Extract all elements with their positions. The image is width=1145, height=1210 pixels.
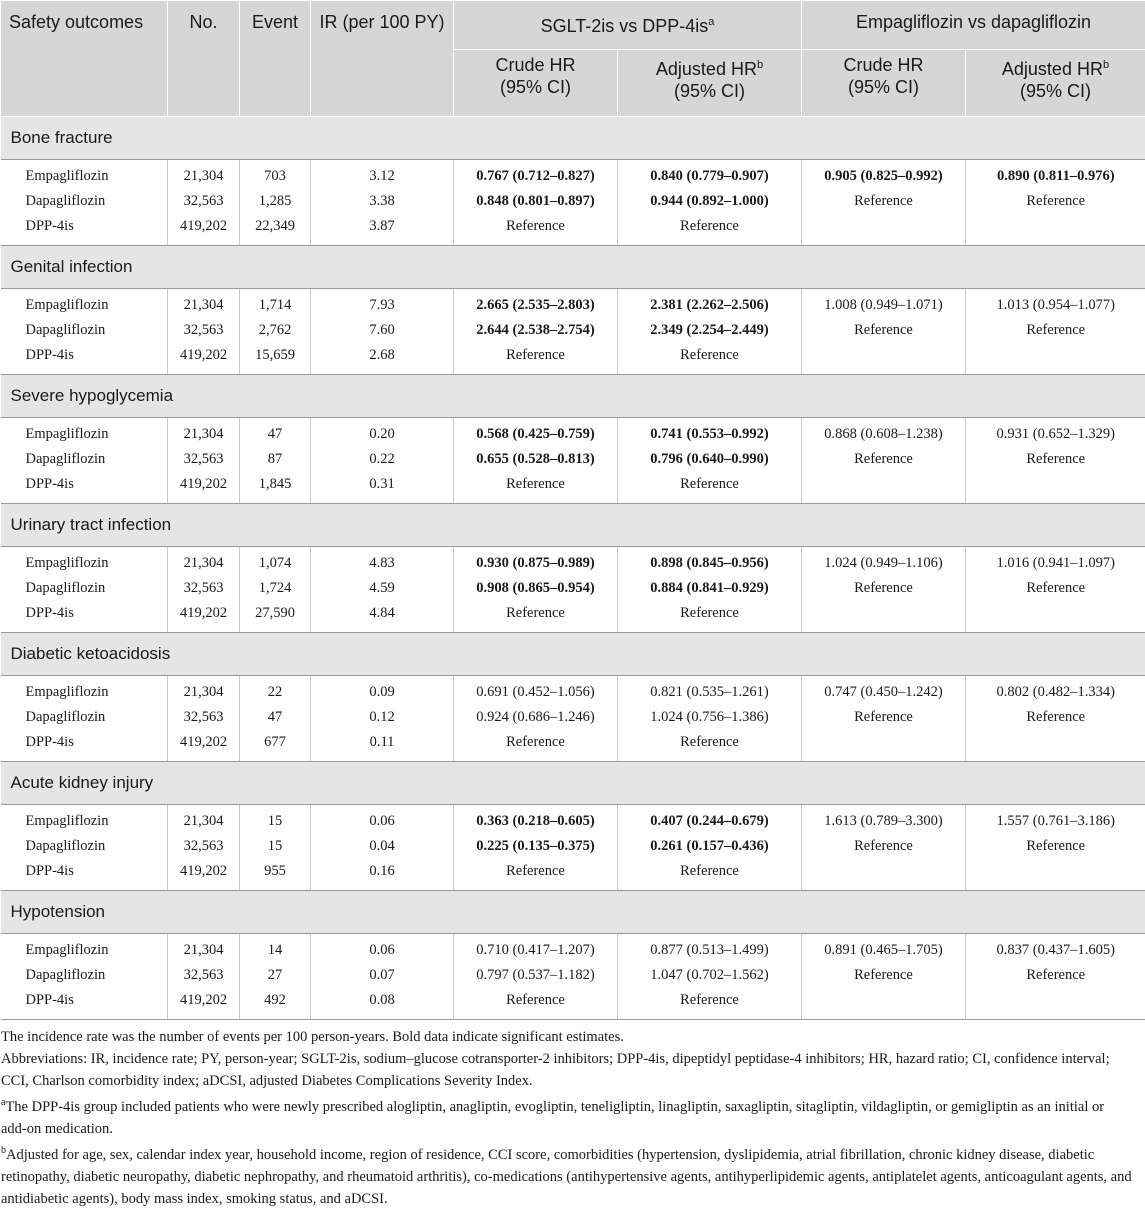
incidence-rate-cell: 0.04 xyxy=(315,834,449,859)
sglt2-crude-hr-column xyxy=(454,418,618,504)
section-header-row xyxy=(1,117,1145,160)
incidence-rate-column xyxy=(311,934,454,1020)
patient-count-column xyxy=(168,289,240,375)
drug-name-cell: Dapagliflozin xyxy=(26,318,164,343)
event-count-column xyxy=(240,547,311,633)
empa-dapa-crude-hr-cell: 0.868 (0.608–1.238) xyxy=(806,422,961,447)
sglt2-adjusted-hr-column xyxy=(618,805,802,891)
empa-dapa-adjusted-hr-cell: Reference xyxy=(970,189,1142,214)
drug-name-column xyxy=(1,160,168,246)
empa-dapa-adjusted-hr-cell xyxy=(970,343,1142,368)
sglt2-adjusted-hr-cell: 2.381 (2.262–2.506) xyxy=(622,293,797,318)
empa-dapa-crude-hr-column xyxy=(802,676,966,762)
event-count-column xyxy=(240,289,311,375)
drug-name-cell: Dapagliflozin xyxy=(26,834,164,859)
incidence-rate-column xyxy=(311,418,454,504)
drug-name-cell: DPP-4is xyxy=(26,601,164,626)
empa-dapa-crude-hr-cell xyxy=(806,343,961,368)
patient-count-cell: 21,304 xyxy=(172,422,235,447)
drug-name-cell: DPP-4is xyxy=(26,472,164,497)
drug-name-cell: DPP-4is xyxy=(26,988,164,1013)
incidence-rate-cell: 7.93 xyxy=(315,293,449,318)
empa-dapa-adjusted-hr-column xyxy=(966,418,1145,504)
event-count-cell: 2,762 xyxy=(244,318,306,343)
section-data-block xyxy=(1,805,1145,891)
empa-dapa-crude-hr-cell xyxy=(806,730,961,755)
section-header-row xyxy=(1,375,1145,418)
drug-name-cell: DPP-4is xyxy=(26,214,164,239)
incidence-rate-cell: 2.68 xyxy=(315,343,449,368)
patient-count-cell: 419,202 xyxy=(172,859,235,884)
drug-name-cell: Dapagliflozin xyxy=(26,705,164,730)
sglt2-crude-hr-cell: 0.225 (0.135–0.375) xyxy=(458,834,613,859)
header-sg-crude-hr xyxy=(454,50,618,117)
incidence-rate-cell: 0.31 xyxy=(315,472,449,497)
empa-dapa-adjusted-hr-cell: 1.016 (0.941–1.097) xyxy=(970,551,1142,576)
sglt2-adjusted-hr-cell: 0.877 (0.513–1.499) xyxy=(622,938,797,963)
drug-name-column xyxy=(1,289,168,375)
header-group1-label: SGLT-2is vs DPP-4is xyxy=(541,16,709,36)
empa-dapa-adjusted-hr-cell: 0.931 (0.652–1.329) xyxy=(970,422,1142,447)
event-count-cell: 1,845 xyxy=(244,472,306,497)
sglt2-crude-hr-cell: Reference xyxy=(458,343,613,368)
sglt2-crude-hr-cell: Reference xyxy=(458,988,613,1013)
drug-name-cell: Dapagliflozin xyxy=(26,963,164,988)
section-title: Hypotension xyxy=(1,891,1145,934)
header-ir: IR (per 100 PY) xyxy=(311,1,454,117)
patient-count-cell: 32,563 xyxy=(172,963,235,988)
empa-dapa-crude-hr-cell xyxy=(806,601,961,626)
empa-dapa-adjusted-hr-cell: Reference xyxy=(970,447,1142,472)
sglt2-adjusted-hr-column xyxy=(618,160,802,246)
drug-name-column xyxy=(1,934,168,1020)
empa-dapa-adjusted-hr-cell xyxy=(970,214,1142,239)
empa-dapa-crude-hr-cell xyxy=(806,988,961,1013)
incidence-rate-cell: 7.60 xyxy=(315,318,449,343)
empa-dapa-adjusted-hr-cell: Reference xyxy=(970,705,1142,730)
event-count-cell: 22,349 xyxy=(244,214,306,239)
footnote-abbreviations: Abbreviations: IR, incidence rate; PY, person-year; SGLT-2is, sodium–glucose cotransporter-2 inhibitors; DPP-4is, dipeptidyl peptidase-4 inhibitors; HR, hazard ratio; CI, confidence interval; CCI, Charlson comorbidity index; aDCSI, adjusted Diabetes Complications Severity Index. xyxy=(1,1048,1133,1092)
sglt2-adjusted-hr-column xyxy=(618,418,802,504)
sglt2-adjusted-hr-cell: Reference xyxy=(622,214,797,239)
drug-name-column xyxy=(1,547,168,633)
event-count-cell: 1,285 xyxy=(244,189,306,214)
empa-dapa-crude-hr-cell: 0.747 (0.450–1.242) xyxy=(806,680,961,705)
drug-name-cell: DPP-4is xyxy=(26,343,164,368)
event-count-cell: 14 xyxy=(244,938,306,963)
sglt2-adjusted-hr-cell: 0.944 (0.892–1.000) xyxy=(622,189,797,214)
sglt2-adjusted-hr-cell: 2.349 (2.254–2.449) xyxy=(622,318,797,343)
incidence-rate-cell: 0.22 xyxy=(315,447,449,472)
sglt2-adjusted-hr-cell: 0.407 (0.244–0.679) xyxy=(622,809,797,834)
incidence-rate-cell: 0.11 xyxy=(315,730,449,755)
empa-dapa-crude-hr-cell: 0.905 (0.825–0.992) xyxy=(806,164,961,189)
header-ed-crude-hr xyxy=(802,50,966,117)
event-count-cell: 677 xyxy=(244,730,306,755)
drug-name-cell: Empagliflozin xyxy=(26,551,164,576)
sglt2-crude-hr-cell: 0.930 (0.875–0.989) xyxy=(458,551,613,576)
sglt2-crude-hr-column xyxy=(454,547,618,633)
section-data-block xyxy=(1,547,1145,633)
empa-dapa-adjusted-hr-column xyxy=(966,934,1145,1020)
patient-count-cell: 32,563 xyxy=(172,705,235,730)
incidence-rate-cell: 3.12 xyxy=(315,164,449,189)
sglt2-crude-hr-cell: 0.568 (0.425–0.759) xyxy=(458,422,613,447)
header-event: Event xyxy=(240,1,311,117)
event-count-cell: 47 xyxy=(244,422,306,447)
incidence-rate-cell: 3.38 xyxy=(315,189,449,214)
sglt2-crude-hr-cell: 0.363 (0.218–0.605) xyxy=(458,809,613,834)
section-title: Urinary tract infection xyxy=(1,504,1145,547)
sglt2-crude-hr-cell: 0.924 (0.686–1.246) xyxy=(458,705,613,730)
footnote-b xyxy=(1,1140,1133,1210)
empa-dapa-adjusted-hr-column xyxy=(966,805,1145,891)
sglt2-crude-hr-cell: Reference xyxy=(458,214,613,239)
empa-dapa-crude-hr-cell: 1.024 (0.949–1.106) xyxy=(806,551,961,576)
sglt2-crude-hr-cell: Reference xyxy=(458,730,613,755)
incidence-rate-cell: 0.07 xyxy=(315,963,449,988)
incidence-rate-column xyxy=(311,289,454,375)
sglt2-adjusted-hr-column xyxy=(618,547,802,633)
patient-count-cell: 21,304 xyxy=(172,551,235,576)
footnote-a-marker: a xyxy=(708,16,714,28)
footnote-b-mark: b xyxy=(1,1145,6,1156)
patient-count-cell: 21,304 xyxy=(172,938,235,963)
sglt2-adjusted-hr-column xyxy=(618,934,802,1020)
ci-label: (95% CI) xyxy=(500,77,571,97)
section-data-block xyxy=(1,418,1145,504)
empa-dapa-adjusted-hr-cell: 1.557 (0.761–3.186) xyxy=(970,809,1142,834)
drug-name-cell: Empagliflozin xyxy=(26,809,164,834)
empa-dapa-adjusted-hr-cell xyxy=(970,601,1142,626)
empa-dapa-crude-hr-column xyxy=(802,547,966,633)
section-data-block xyxy=(1,289,1145,375)
drug-name-cell: Empagliflozin xyxy=(26,422,164,447)
drug-name-column xyxy=(1,418,168,504)
drug-name-cell: DPP-4is xyxy=(26,730,164,755)
patient-count-cell: 419,202 xyxy=(172,730,235,755)
sglt2-crude-hr-cell: 0.848 (0.801–0.897) xyxy=(458,189,613,214)
drug-name-column xyxy=(1,805,168,891)
section-data-block xyxy=(1,160,1145,246)
sglt2-adjusted-hr-cell: Reference xyxy=(622,343,797,368)
section-header-row xyxy=(1,891,1145,934)
sglt2-crude-hr-cell: 2.665 (2.535–2.803) xyxy=(458,293,613,318)
patient-count-cell: 21,304 xyxy=(172,680,235,705)
event-count-cell: 27 xyxy=(244,963,306,988)
event-count-column xyxy=(240,934,311,1020)
drug-name-cell: DPP-4is xyxy=(26,859,164,884)
header-safety-outcomes: Safety outcomes xyxy=(1,1,168,117)
sglt2-adjusted-hr-cell: 0.821 (0.535–1.261) xyxy=(622,680,797,705)
empa-dapa-crude-hr-cell: 1.008 (0.949–1.071) xyxy=(806,293,961,318)
drug-name-cell: Dapagliflozin xyxy=(26,189,164,214)
adjusted-hr-label: Adjusted HR xyxy=(656,59,757,79)
sglt2-adjusted-hr-cell: 0.261 (0.157–0.436) xyxy=(622,834,797,859)
incidence-rate-column xyxy=(311,676,454,762)
sglt2-crude-hr-cell: 0.797 (0.537–1.182) xyxy=(458,963,613,988)
drug-name-column xyxy=(1,676,168,762)
sglt2-crude-hr-cell: 0.710 (0.417–1.207) xyxy=(458,938,613,963)
event-count-column xyxy=(240,160,311,246)
empa-dapa-adjusted-hr-column xyxy=(966,676,1145,762)
patient-count-cell: 21,304 xyxy=(172,809,235,834)
patient-count-cell: 32,563 xyxy=(172,189,235,214)
event-count-cell: 1,714 xyxy=(244,293,306,318)
event-count-cell: 15,659 xyxy=(244,343,306,368)
table-body xyxy=(1,117,1145,1020)
event-count-cell: 15 xyxy=(244,834,306,859)
ci-label: (95% CI) xyxy=(674,81,745,101)
sglt2-adjusted-hr-cell: 0.796 (0.640–0.990) xyxy=(622,447,797,472)
empa-dapa-crude-hr-column xyxy=(802,289,966,375)
event-count-cell: 1,074 xyxy=(244,551,306,576)
section-header-row xyxy=(1,633,1145,676)
ci-label: (95% CI) xyxy=(848,77,919,97)
patient-count-column xyxy=(168,160,240,246)
event-count-cell: 15 xyxy=(244,809,306,834)
empa-dapa-adjusted-hr-cell: Reference xyxy=(970,834,1142,859)
sglt2-crude-hr-cell: 2.644 (2.538–2.754) xyxy=(458,318,613,343)
crude-hr-label: Crude HR xyxy=(495,55,575,75)
section-title: Acute kidney injury xyxy=(1,762,1145,805)
incidence-rate-cell: 4.84 xyxy=(315,601,449,626)
empa-dapa-crude-hr-cell xyxy=(806,472,961,497)
event-count-cell: 703 xyxy=(244,164,306,189)
event-count-column xyxy=(240,418,311,504)
patient-count-cell: 32,563 xyxy=(172,576,235,601)
patient-count-column xyxy=(168,547,240,633)
header-group-empa-vs-dapa: Empagliflozin vs dapagliflozin xyxy=(802,1,1145,50)
crude-hr-label: Crude HR xyxy=(843,55,923,75)
header-sg-adjusted-hr xyxy=(618,50,802,117)
empa-dapa-crude-hr-cell: Reference xyxy=(806,576,961,601)
event-count-column xyxy=(240,676,311,762)
empa-dapa-adjusted-hr-cell xyxy=(970,859,1142,884)
drug-name-cell: Empagliflozin xyxy=(26,293,164,318)
footnote-a-text: The DPP-4is group included patients who were newly prescribed alogliptin, anagliptin, evogliptin, teneligliptin, linagliptin, saxagliptin, sitagliptin, vildagliptin, or gemigliptin as an initial or add-on medication. xyxy=(1,1099,1104,1137)
header-ed-adjusted-hr xyxy=(966,50,1145,117)
empa-dapa-crude-hr-column xyxy=(802,805,966,891)
empa-dapa-crude-hr-cell: Reference xyxy=(806,834,961,859)
section-data-block xyxy=(1,676,1145,762)
drug-name-cell: Dapagliflozin xyxy=(26,447,164,472)
sglt2-adjusted-hr-cell: 0.840 (0.779–0.907) xyxy=(622,164,797,189)
sglt2-crude-hr-cell: Reference xyxy=(458,859,613,884)
drug-name-cell: Empagliflozin xyxy=(26,938,164,963)
patient-count-cell: 21,304 xyxy=(172,164,235,189)
incidence-rate-column xyxy=(311,160,454,246)
patient-count-cell: 32,563 xyxy=(172,318,235,343)
patient-count-cell: 419,202 xyxy=(172,214,235,239)
patient-count-cell: 419,202 xyxy=(172,472,235,497)
adjusted-hr-label: Adjusted HR xyxy=(1002,59,1103,79)
ci-label: (95% CI) xyxy=(1020,81,1091,101)
patient-count-cell: 419,202 xyxy=(172,988,235,1013)
empa-dapa-adjusted-hr-cell: 0.890 (0.811–0.976) xyxy=(970,164,1142,189)
empa-dapa-adjusted-hr-column xyxy=(966,289,1145,375)
sglt2-adjusted-hr-column xyxy=(618,676,802,762)
patient-count-column xyxy=(168,934,240,1020)
incidence-rate-column xyxy=(311,805,454,891)
sglt2-crude-hr-cell: Reference xyxy=(458,472,613,497)
event-count-cell: 87 xyxy=(244,447,306,472)
section-header-row xyxy=(1,246,1145,289)
incidence-rate-cell: 4.59 xyxy=(315,576,449,601)
section-title: Diabetic ketoacidosis xyxy=(1,633,1145,676)
empa-dapa-crude-hr-column xyxy=(802,934,966,1020)
sglt2-crude-hr-cell: Reference xyxy=(458,601,613,626)
empa-dapa-adjusted-hr-column xyxy=(966,160,1145,246)
sglt2-crude-hr-column xyxy=(454,934,618,1020)
incidence-rate-cell: 0.09 xyxy=(315,680,449,705)
sglt2-adjusted-hr-cell: 0.884 (0.841–0.929) xyxy=(622,576,797,601)
empa-dapa-crude-hr-cell xyxy=(806,214,961,239)
empa-dapa-adjusted-hr-cell: Reference xyxy=(970,963,1142,988)
drug-name-cell: Empagliflozin xyxy=(26,164,164,189)
patient-count-column xyxy=(168,676,240,762)
drug-name-cell: Dapagliflozin xyxy=(26,576,164,601)
sglt2-adjusted-hr-column xyxy=(618,289,802,375)
footnote-a xyxy=(1,1092,1133,1140)
empa-dapa-crude-hr-cell: Reference xyxy=(806,189,961,214)
empa-dapa-adjusted-hr-cell: 1.013 (0.954–1.077) xyxy=(970,293,1142,318)
patient-count-column xyxy=(168,805,240,891)
empa-dapa-crude-hr-cell: 0.891 (0.465–1.705) xyxy=(806,938,961,963)
section-header-row xyxy=(1,504,1145,547)
patient-count-cell: 419,202 xyxy=(172,601,235,626)
empa-dapa-crude-hr-column xyxy=(802,160,966,246)
sglt2-crude-hr-column xyxy=(454,289,618,375)
footnote-b-text: Adjusted for age, sex, calendar index year, household income, region of residence, CCI score, comorbidities (hypertension, dyslipidemia, atrial fibrillation, chronic kidney disease, diabetic retinopathy, diabetic neuropathy, diabetic nephropathy, and rheumatoid arthritis), co-medications (antihypertensive agents, antihyperlipidemic agents, antiplatelet agents, anticoagulant agents, and antidiabetic agents), body mass index, smoking status, and aDCSI. xyxy=(1,1147,1132,1207)
sglt2-adjusted-hr-cell: Reference xyxy=(622,988,797,1013)
event-count-cell: 955 xyxy=(244,859,306,884)
incidence-rate-cell: 4.83 xyxy=(315,551,449,576)
incidence-rate-cell: 0.12 xyxy=(315,705,449,730)
incidence-rate-column xyxy=(311,547,454,633)
patient-count-cell: 21,304 xyxy=(172,293,235,318)
event-count-cell: 492 xyxy=(244,988,306,1013)
footnote-incidence: The incidence rate was the number of events per 100 person-years. Bold data indicate significant estimates. xyxy=(1,1026,1133,1048)
section-title: Severe hypoglycemia xyxy=(1,375,1145,418)
header-group-sglt2-vs-dpp4 xyxy=(454,1,802,50)
incidence-rate-cell: 0.06 xyxy=(315,938,449,963)
patient-count-cell: 32,563 xyxy=(172,447,235,472)
header-no: No. xyxy=(168,1,240,117)
section-title: Bone fracture xyxy=(1,117,1145,160)
empa-dapa-adjusted-hr-column xyxy=(966,547,1145,633)
empa-dapa-adjusted-hr-cell: 0.802 (0.482–1.334) xyxy=(970,680,1142,705)
empa-dapa-crude-hr-column xyxy=(802,418,966,504)
sglt2-crude-hr-cell: 0.691 (0.452–1.056) xyxy=(458,680,613,705)
empa-dapa-crude-hr-cell xyxy=(806,859,961,884)
drug-name-cell: Empagliflozin xyxy=(26,680,164,705)
patient-count-column xyxy=(168,418,240,504)
footnote-a-mark: a xyxy=(1,1097,5,1108)
empa-dapa-adjusted-hr-cell: Reference xyxy=(970,576,1142,601)
empa-dapa-adjusted-hr-cell: 0.837 (0.437–1.605) xyxy=(970,938,1142,963)
event-count-cell: 47 xyxy=(244,705,306,730)
sglt2-crude-hr-cell: 0.908 (0.865–0.954) xyxy=(458,576,613,601)
empa-dapa-crude-hr-cell: Reference xyxy=(806,447,961,472)
event-count-cell: 1,724 xyxy=(244,576,306,601)
table-footnotes xyxy=(1,1020,1145,1210)
section-header-row xyxy=(1,762,1145,805)
empa-dapa-crude-hr-cell: Reference xyxy=(806,963,961,988)
incidence-rate-cell: 0.08 xyxy=(315,988,449,1013)
sglt2-crude-hr-column xyxy=(454,676,618,762)
empa-dapa-crude-hr-cell: Reference xyxy=(806,705,961,730)
empa-dapa-crude-hr-cell: 1.613 (0.789–3.300) xyxy=(806,809,961,834)
empa-dapa-crude-hr-cell: Reference xyxy=(806,318,961,343)
sglt2-adjusted-hr-cell: Reference xyxy=(622,601,797,626)
sglt2-adjusted-hr-cell: Reference xyxy=(622,472,797,497)
empa-dapa-adjusted-hr-cell xyxy=(970,472,1142,497)
incidence-rate-cell: 0.06 xyxy=(315,809,449,834)
incidence-rate-cell: 3.87 xyxy=(315,214,449,239)
section-title: Genital infection xyxy=(1,246,1145,289)
sglt2-crude-hr-column xyxy=(454,805,618,891)
event-count-cell: 22 xyxy=(244,680,306,705)
sglt2-adjusted-hr-cell: Reference xyxy=(622,730,797,755)
sglt2-adjusted-hr-cell: 0.898 (0.845–0.956) xyxy=(622,551,797,576)
sglt2-crude-hr-cell: 0.655 (0.528–0.813) xyxy=(458,447,613,472)
patient-count-cell: 32,563 xyxy=(172,834,235,859)
empa-dapa-adjusted-hr-cell xyxy=(970,730,1142,755)
sglt2-crude-hr-column xyxy=(454,160,618,246)
sglt2-adjusted-hr-cell: Reference xyxy=(622,859,797,884)
section-data-block xyxy=(1,934,1145,1020)
event-count-column xyxy=(240,805,311,891)
incidence-rate-cell: 0.20 xyxy=(315,422,449,447)
footnote-b-marker: b xyxy=(757,59,763,71)
empa-dapa-adjusted-hr-cell xyxy=(970,988,1142,1013)
footnote-b-marker: b xyxy=(1103,59,1109,71)
sglt2-adjusted-hr-cell: 0.741 (0.553–0.992) xyxy=(622,422,797,447)
empa-dapa-adjusted-hr-cell: Reference xyxy=(970,318,1142,343)
event-count-cell: 27,590 xyxy=(244,601,306,626)
incidence-rate-cell: 0.16 xyxy=(315,859,449,884)
patient-count-cell: 419,202 xyxy=(172,343,235,368)
sglt2-adjusted-hr-cell: 1.024 (0.756–1.386) xyxy=(622,705,797,730)
sglt2-crude-hr-cell: 0.767 (0.712–0.827) xyxy=(458,164,613,189)
sglt2-adjusted-hr-cell: 1.047 (0.702–1.562) xyxy=(622,963,797,988)
